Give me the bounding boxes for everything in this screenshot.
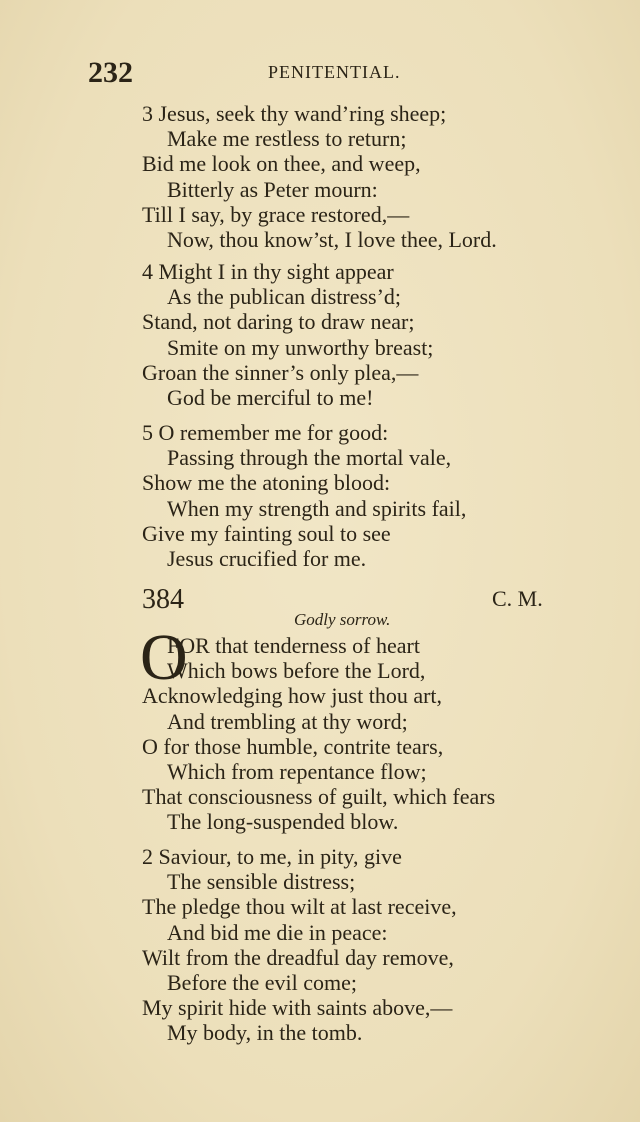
verse-line: Bitterly as Peter mourn: [167,176,378,202]
verse-line: Acknowledging how just thou art, [142,683,443,709]
verse-line: Wilt from the dreadful day remove, [142,944,454,970]
hymn-subtitle: Godly sorrow. [294,610,391,629]
verse-line: Smite on my unworthy breast; [167,334,434,360]
verse-line: And bid me die in peace: [167,919,388,945]
verse-line: Which bows before the Lord, [167,658,426,684]
verse-line: Groan the sinner’s only plea,— [142,359,419,385]
page-number: 232 [88,56,133,89]
verse-line: 5 O remember me for good: [142,420,389,445]
verse-line: My spirit hide with saints above,— [142,995,453,1021]
verse-line: 4 Might I in thy sight appear [142,259,394,284]
verse-line: Jesus crucified for me. [167,546,367,571]
verse-line: Stand, not daring to draw near; [142,309,415,335]
verse-line: 2 Saviour, to me, in pity, give [142,844,402,869]
verse-line: Now, thou know’st, I love thee, Lord. [167,227,497,252]
verse-line: My body, in the tomb. [167,1020,363,1046]
verse-line: Till I say, by grace restored,— [142,201,410,227]
verse-line: 3 Jesus, seek thy wand’ring sheep; [142,101,447,126]
verse-line: Which from repentance flow; [167,759,427,784]
verse-line: When my strength and spirits fail, [167,495,467,521]
verse-line: The sensible distress; [167,869,356,895]
running-head: PENITENTIAL. [268,62,401,82]
hymn-meter: C. M. [492,586,543,611]
verse-line: Give my fainting soul to see [142,520,391,546]
drop-cap: O [140,621,188,694]
verse-line: Show me the atoning blood: [142,470,391,496]
verse-line: As the publican distress’d; [167,284,402,310]
verse-line: God be merciful to me! [167,385,374,410]
hymn-number: 384 [142,584,184,615]
verse-line: Before the evil come; [167,970,357,995]
verse-line: FOR that tenderness of heart [167,633,420,658]
verse-line: Passing through the mortal vale, [167,445,452,471]
verse-line: Make me restless to return; [167,126,407,152]
verse-line: That consciousness of guilt, which fears [142,784,496,810]
verse-line: O for those humble, contrite tears, [142,733,444,759]
verse-line: And trembling at thy word; [167,708,408,734]
verse-line: The long-suspended blow. [167,809,399,835]
verse-line: The pledge thou wilt at last receive, [142,894,457,920]
verse-line: Bid me look on thee, and weep, [142,151,421,177]
